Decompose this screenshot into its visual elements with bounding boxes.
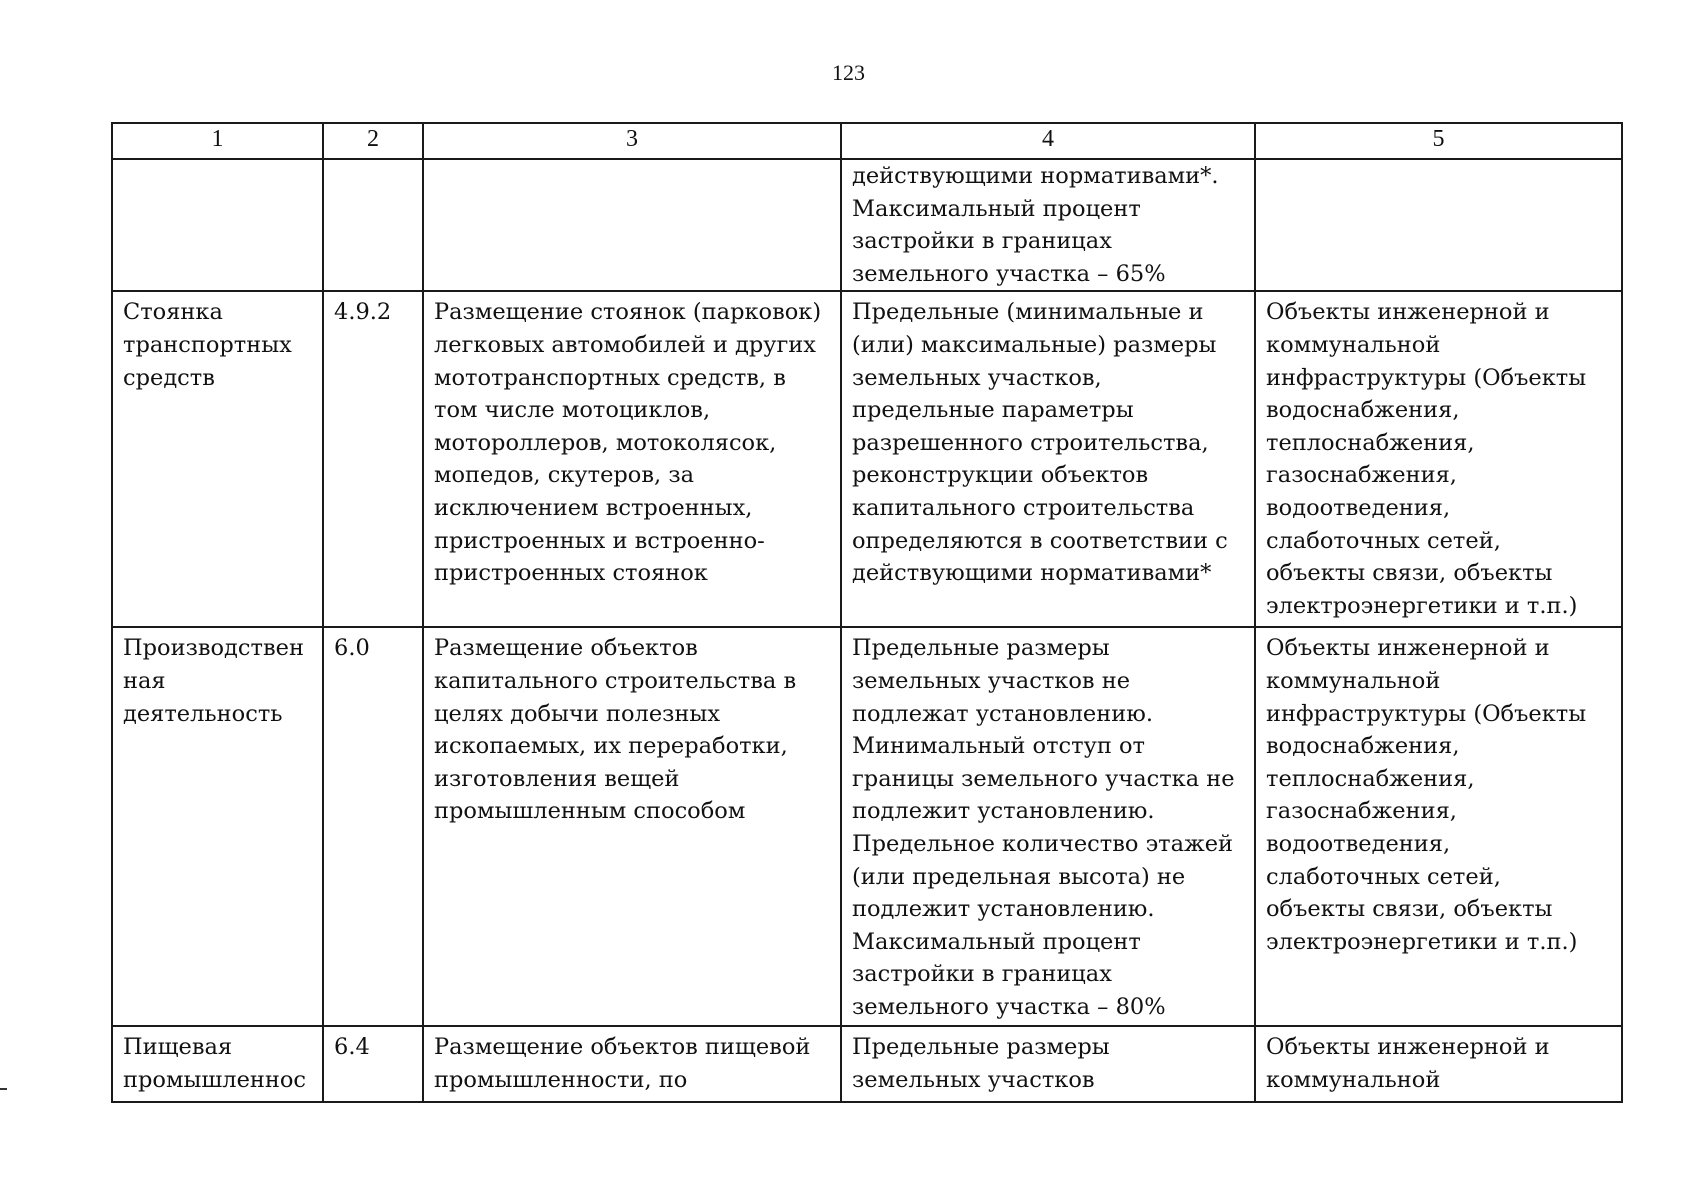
column-header-1: 1 [112, 123, 323, 159]
cell-parameters-text: Предельные размеры земельных участков [852, 1034, 1110, 1093]
cell-code: 6.0 [323, 627, 423, 1026]
cell-name [112, 1026, 323, 1102]
cell-objects [1255, 1026, 1622, 1102]
cell-name: Стоянка транспортных средств [112, 291, 323, 627]
cell-name: Производствен ная деятельность [112, 627, 323, 1026]
zoning-table [111, 122, 1623, 1103]
cell-description: Размещение объектов капитального строительства в целях добычи полезных ископаемых, их переработки, изготовления вещей промышленным способом [423, 627, 841, 1026]
cell-description: Размещение стоянок (парковок) легковых автомобилей и других мототранспортных средств, в том числе мотоциклов, мотороллеров, мотоколясок, мопедов, скутеров, за исключением встроенных, пристроенных и встроенно- пристроенных стоянок [423, 291, 841, 627]
column-header-3: 3 [423, 123, 841, 159]
table-row [112, 291, 1622, 627]
cell-code-text: 6.4 [334, 1034, 370, 1061]
margin-mark [0, 1088, 7, 1090]
table-row [112, 159, 1622, 291]
table-header-row [112, 123, 1622, 159]
cell-parameters: Предельные (минимальные и (или) максимальные) размеры земельных участков, предельные параметры разрешенного строительства, реконструкции объектов капитального строительства определяются в соответствии с действующими нормативами* [841, 291, 1255, 627]
table-row [112, 627, 1622, 1026]
cell-objects [1255, 159, 1622, 291]
cell-parameters: действующими нормативами*. Максимальный процент застройки в границах земельного участка – 65% [841, 159, 1255, 291]
cell-code [323, 1026, 423, 1102]
table-row [112, 1026, 1622, 1102]
cell-objects-text: Объекты инженерной и коммунальной [1266, 1034, 1550, 1093]
cell-name-text: Пищевая промышленнос [123, 1034, 307, 1093]
page-number: 123 [832, 60, 865, 85]
cell-parameters [841, 1026, 1255, 1102]
cell-description [423, 159, 841, 291]
cell-description-text: Размещение объектов пищевой промышленности, по [434, 1034, 811, 1093]
column-header-5: 5 [1255, 123, 1622, 159]
cell-parameters: Предельные размеры земельных участков не подлежат установлению. Минимальный отступ от границы земельного участка не подлежит установлению. Предельное количество этажей (или предельная высота) не подлежит установлению. Максимальный процент застройки в границах земельного участка – 80% [841, 627, 1255, 1026]
cell-description [423, 1026, 841, 1102]
column-header-4: 4 [841, 123, 1255, 159]
cell-code [323, 159, 423, 291]
cell-objects: Объекты инженерной и коммунальной инфраструктуры (Объекты водоснабжения, теплоснабжения, газоснабжения, водоотведения, слаботочных сетей, объекты связи, объекты электроэнергетики и т.п.) [1255, 627, 1622, 1026]
cell-name [112, 159, 323, 291]
column-header-2: 2 [323, 123, 423, 159]
cell-objects: Объекты инженерной и коммунальной инфраструктуры (Объекты водоснабжения, теплоснабжения, газоснабжения, водоотведения, слаботочных сетей, объекты связи, объекты электроэнергетики и т.п.) [1255, 291, 1622, 627]
cell-code: 4.9.2 [323, 291, 423, 627]
